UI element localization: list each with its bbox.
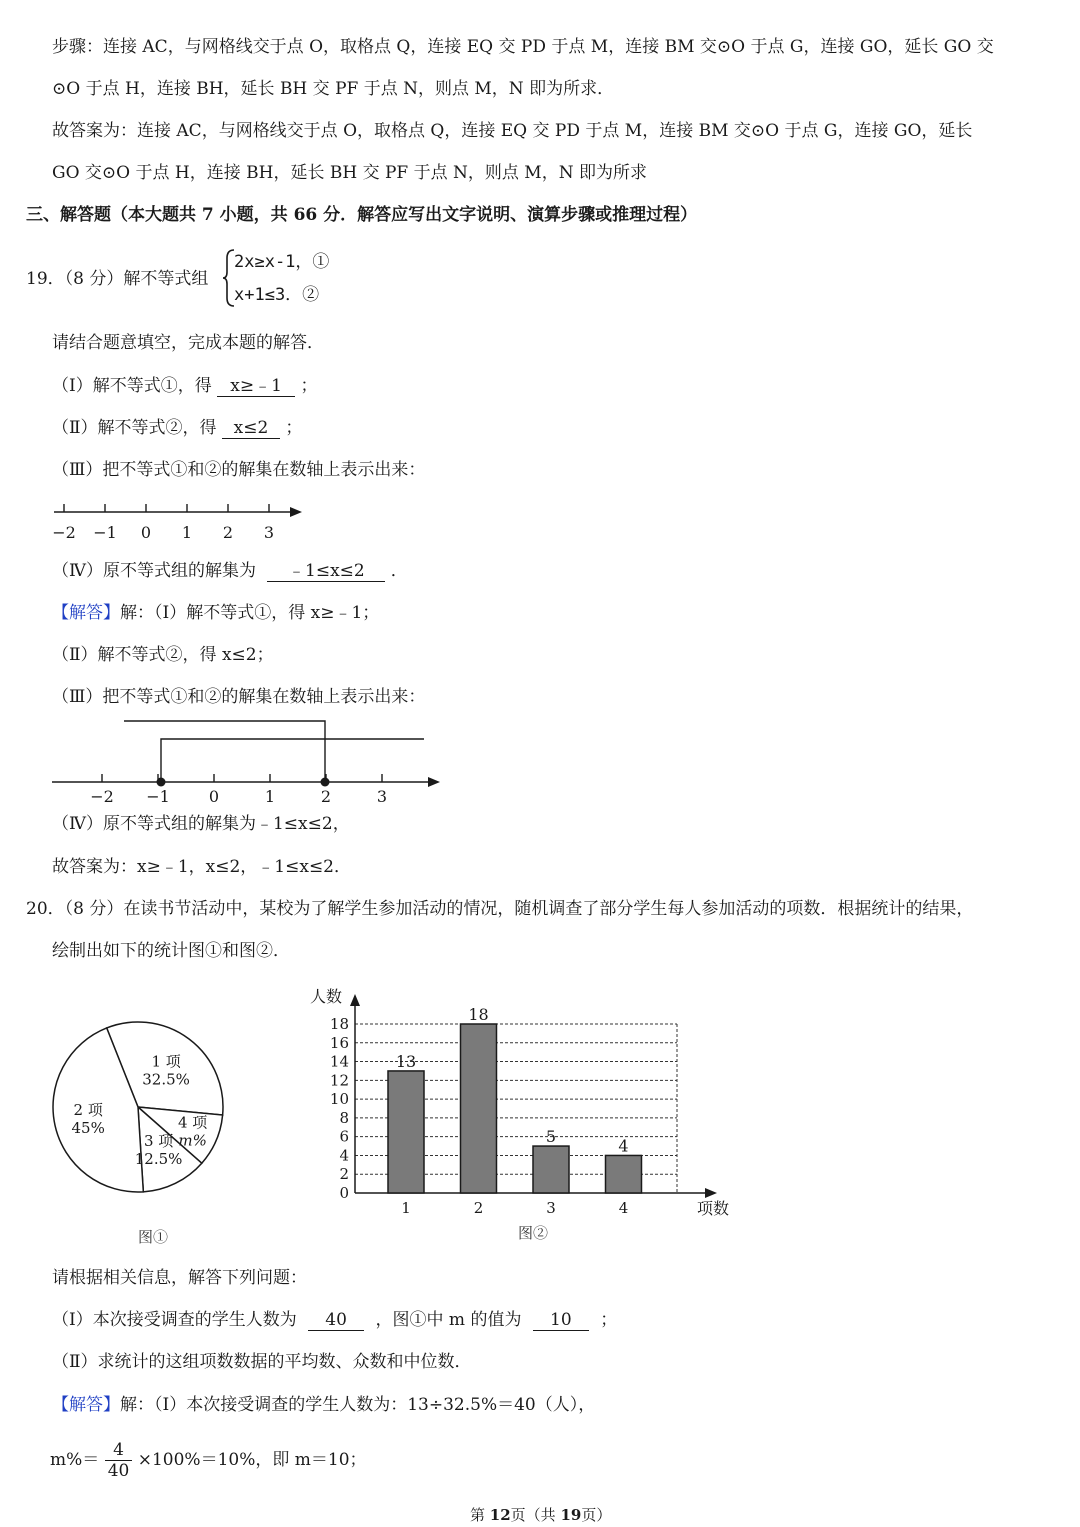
- pie-slice-label: 4 项: [177, 1113, 208, 1132]
- q19-part-1-end: ；: [300, 376, 318, 396]
- q20-solution-2-pre: m%＝: [50, 1450, 100, 1470]
- number-line-tick-label: −1: [93, 523, 117, 542]
- q20-part-1-end: ；: [600, 1310, 618, 1330]
- closed-point-2: [321, 778, 330, 787]
- number-line-tick-label: 0: [140, 523, 152, 542]
- bar-y-tick-label: 8: [339, 1108, 349, 1127]
- number-line-tick-label: 2: [320, 787, 332, 806]
- bar-y-tick-label: 6: [339, 1127, 349, 1146]
- q19-prompt: 请结合题意填空，完成本题的解答．: [52, 333, 324, 353]
- q19-inequality-1: 2x≥x-1，①: [234, 252, 330, 272]
- bar-y-tick-label: 18: [329, 1015, 349, 1033]
- solution-tag: 【解答】: [52, 1395, 120, 1415]
- q20-stem-line-2: 绘制出如下的统计图①和图②．: [52, 941, 290, 961]
- bar-y-tick-label: 4: [339, 1146, 349, 1165]
- q20-stem-line-1: 20．（8 分）在读书节活动中，某校为了解学生参加活动的情况，随机调查了部分学生每人参加活动的项数．根据统计的结果，: [26, 899, 974, 919]
- bar-value-label: 4: [618, 1136, 629, 1156]
- arrow-icon: [350, 994, 360, 1006]
- q19-part-4-end: ．: [390, 561, 408, 581]
- q19-solution-5: 故答案为：x≥﹣1，x≤2，﹣1≤x≤2．: [52, 857, 352, 877]
- q20-solution-2: [50, 1440, 367, 1481]
- solution-set-x-ge-minus-1: [161, 739, 424, 782]
- pie-slice-value-label: 12.5%: [134, 1150, 183, 1168]
- bar-y-axis-label: 人数: [310, 987, 343, 1006]
- bar-value-label: 13: [395, 1051, 417, 1071]
- bar-x-tick-label: 4: [618, 1199, 629, 1217]
- q20-solution-2-post: ×100%＝10%，即 m＝10；: [137, 1450, 367, 1470]
- prev-text-line-1: 步骤：连接 AC，与网格线交于点 O，取格点 Q，连接 EQ 交 PD 于点 M，连接 BM 交⊙O 于点 G，连接 GO，延长 GO 交: [52, 37, 994, 57]
- bar-y-tick-label: 2: [339, 1165, 349, 1184]
- bar-value-label: 5: [545, 1127, 557, 1147]
- arrow-icon: [705, 1188, 717, 1198]
- q19-part-1-answer: x≥﹣1: [217, 376, 295, 397]
- prev-answer-line-2: GO 交⊙O 于点 H，连接 BH，延长 BH 交 PF 于点 N，则点 M，N 即为所求: [52, 163, 647, 183]
- number-line-tick-label: −1: [146, 787, 170, 806]
- q20-part-1-mid: ，图①中 m 的值为: [375, 1310, 522, 1330]
- q19-solution-3: （Ⅲ）把不等式①和②的解集在数轴上表示出来：: [52, 687, 426, 707]
- q19-part-1-label: （Ⅰ）解不等式①，得: [52, 376, 212, 396]
- footer-suffix: 页）: [581, 1506, 612, 1524]
- bar: [461, 1024, 497, 1193]
- bar-chart: [300, 980, 740, 1250]
- q19-stem: 19．（8 分）解不等式组: [26, 269, 209, 289]
- number-line-tick-label: 3: [376, 787, 388, 806]
- q20-solution-1: [52, 1393, 595, 1417]
- q19-part-4-label: （Ⅳ）原不等式组的解集为: [52, 561, 256, 581]
- prev-answer-line-1: 故答案为：连接 AC，与网格线交于点 O，取格点 Q，连接 EQ 交 PD 于点 M，连接 BM 交⊙O 于点 G，连接 GO，延长: [52, 121, 973, 141]
- fig1-caption: 图①: [138, 1228, 169, 1246]
- q20-part-2: （Ⅱ）求统计的这组项数数据的平均数、众数和中位数．: [52, 1352, 472, 1372]
- bar-y-tick-label: 12: [329, 1071, 349, 1090]
- fig2-caption: 图②: [518, 1224, 549, 1242]
- bar-value-label: 18: [468, 1005, 489, 1024]
- footer-prefix: 第: [470, 1506, 490, 1524]
- q19-part-2-end: ；: [285, 418, 303, 438]
- pie-chart: [40, 1010, 240, 1250]
- q19-part-4-answer: ﹣1≤x≤2: [267, 561, 385, 582]
- page-footer: [470, 1503, 611, 1527]
- q20-part-1-label: （Ⅰ）本次接受调查的学生人数为: [52, 1310, 297, 1330]
- bar-x-tick-label: 3: [546, 1199, 556, 1217]
- arrow-icon: [290, 507, 302, 517]
- bar-x-axis-label: 项数: [697, 1199, 730, 1218]
- number-line-tick-label: −2: [52, 523, 76, 542]
- number-line-tick-label: 1: [264, 787, 276, 806]
- q19-part-2-answer: x≤2: [222, 418, 280, 439]
- q19-part-1: [52, 374, 318, 398]
- fraction-numerator: 4: [105, 1440, 133, 1461]
- q20-part-1-answer-2: 10: [533, 1310, 589, 1331]
- bar-x-tick-label: 2: [473, 1199, 484, 1217]
- bar: [388, 1071, 424, 1193]
- q19-solution-4: （Ⅳ）原不等式组的解集为﹣1≤x≤2，: [52, 814, 350, 834]
- arrow-icon: [428, 777, 440, 787]
- bar-y-tick-label: 14: [329, 1052, 349, 1071]
- q19-solution-2: （Ⅱ）解不等式②，得 x≤2；: [52, 645, 274, 665]
- q19-part-3: （Ⅲ）把不等式①和②的解集在数轴上表示出来：: [52, 460, 426, 480]
- bar: [606, 1155, 642, 1193]
- q20-prompt: 请根据相关信息，解答下列问题：: [52, 1268, 307, 1288]
- pie-slice-value-label: 32.5%: [142, 1070, 190, 1089]
- pie-slice-label: 1 项: [151, 1052, 181, 1071]
- footer-total-pages: 19: [560, 1506, 582, 1524]
- q20-part-1: [52, 1308, 617, 1332]
- number-line-tick-label: −2: [90, 787, 114, 806]
- q19-number-line-solution: [48, 712, 448, 808]
- q19-part-2-label: （Ⅱ）解不等式②，得: [52, 418, 217, 438]
- pie-slice-label: 2 项: [73, 1101, 103, 1120]
- fraction-denominator: 40: [107, 1461, 130, 1481]
- q19-inequality-2: x+1≤3．②: [234, 285, 320, 305]
- q19-part-4: [52, 559, 408, 583]
- bar-x-tick-label: 1: [401, 1199, 411, 1217]
- section-heading: 三、解答题（本大题共 7 小题，共 66 分．解答应写出文字说明、演算步骤或推理过程）: [26, 205, 698, 225]
- fraction: [105, 1440, 133, 1481]
- q19-solution-1: [52, 601, 379, 625]
- pie-slice-value-label: 45%: [71, 1119, 105, 1138]
- q19-part-2: [52, 416, 302, 440]
- number-line-tick-label: 0: [208, 787, 220, 806]
- number-line-tick-label: 3: [263, 523, 275, 542]
- number-line-tick-label: 1: [181, 523, 193, 542]
- pie-slice-value-label: m%: [178, 1131, 207, 1150]
- closed-point-minus-1: [157, 778, 166, 787]
- q19-number-line-blank: [50, 498, 310, 546]
- number-line-tick-label: 2: [222, 523, 234, 542]
- q20-solution-1-text: 解：（Ⅰ）本次接受调查的学生人数为：13÷32.5%＝40（人），: [120, 1395, 596, 1415]
- q20-part-1-answer-1: 40: [308, 1310, 364, 1331]
- pie-slice-label: 3 项: [143, 1132, 174, 1150]
- bar: [533, 1146, 569, 1193]
- solution-set-x-le-2: [124, 721, 325, 782]
- bar-y-tick-label: 10: [329, 1090, 349, 1109]
- prev-text-line-2: ⊙O 于点 H，连接 BH，延长 BH 交 PF 于点 N，则点 M，N 即为所求．: [52, 79, 615, 99]
- footer-page-number: 12: [489, 1506, 511, 1524]
- solution-tag: 【解答】: [52, 603, 120, 623]
- bar-y-tick-label: 16: [329, 1033, 349, 1052]
- footer-middle: 页（共: [510, 1506, 561, 1524]
- bar-y-tick-label: 0: [339, 1184, 349, 1202]
- q19-solution-1-text: 解：（Ⅰ）解不等式①，得 x≥﹣1；: [120, 603, 380, 623]
